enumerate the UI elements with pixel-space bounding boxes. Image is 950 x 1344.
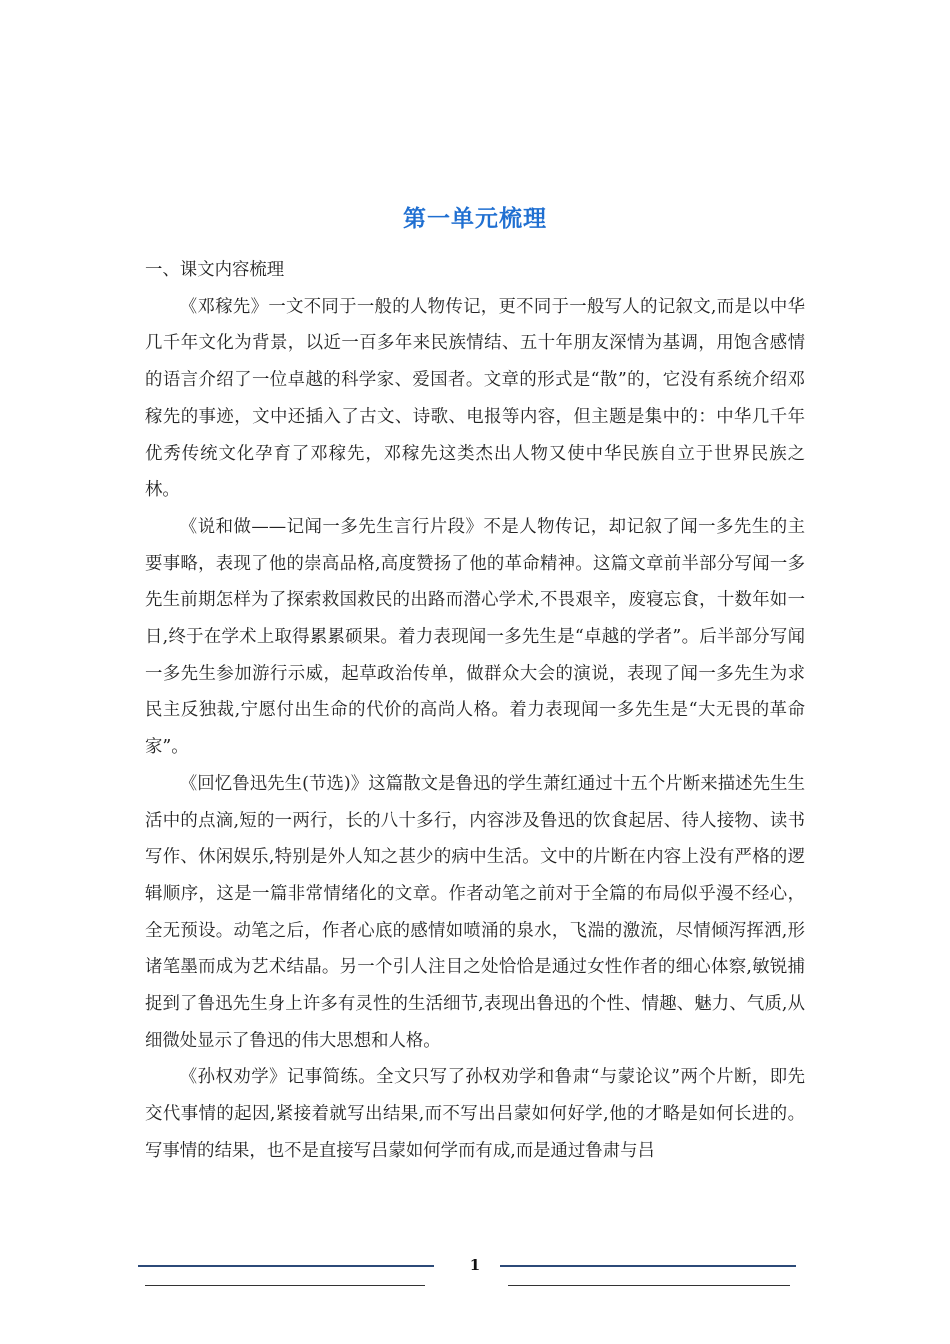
paragraph-sun-quan: 《孙权劝学》记事简练。全文只写了孙权劝学和鲁肃“与蒙论议”两个片断，即先交代事情的起因,紧接着就写出结果,而不写出吕蒙如何好学,他的才略是如何长进的。写事情的结果，也不是直接写吕蒙如何学而有成,而是通过鲁肃与吕 bbox=[145, 1067, 805, 1161]
document-title: 第一单元梳理 bbox=[403, 206, 547, 232]
paragraph-deng-jiaxian: 《邓稼先》一文不同于一般的人物传记，更不同于一般写人的记叙文,而是以中华几千年文化为背景，以近一百多年来民族情结、五十年朋友深情为基调，用饱含感情的语言介绍了一位卓越的科学家、爱国者。文章的形式是“散”的，它没有系统介绍邓稼先的事迹，文中还插入了古文、诗歌、电报等内容，但主题是集中的：中华几千年优秀传统文化孕育了邓稼先，邓稼先这类杰出人物又使中华民族自立于世界民族之林。 bbox=[145, 296, 805, 501]
footer-rule-left-bottom bbox=[145, 1285, 425, 1286]
paragraph-wen-yiduo: 《说和做——记闻一多先生言行片段》不是人物传记，却记叙了闻一多先生的主要事略，表现了他的崇高品格,高度赞扬了他的革命精神。这篇文章前半部分写闻一多先生前期怎样为了探索救国救民的出路而潜心学术,不畏艰辛，废寝忘食，十数年如一日,终于在学术上取得累累硕果。着力表现闻一多先生是“卓越的学者”。后半部分写闻一多先生参加游行示威，起草政治传单，做群众大会的演说，表现了闻一多先生为求民主反独裁,宁愿付出生命的代价的高尚人格。着力表现闻一多先生是“大无畏的革命家”。 bbox=[145, 516, 805, 758]
paragraph-lu-xun: 《回忆鲁迅先生(节选)》这篇散文是鲁迅的学生萧红通过十五个片断来描述先生生活中的点滴,短的一两行，长的八十多行，内容涉及鲁迅的饮食起居、待人接物、读书写作、休闲娱乐,特别是外人知之甚少的病中生活。文中的片断在内容上没有严格的逻辑顺序，这是一篇非常情绪化的文章。作者动笔之前对于全篇的布局似乎漫不经心，全无预设。动笔之后，作者心底的感情如喷涌的泉水，飞湍的激流，尽情倾泻挥洒,形诸笔墨而成为艺术结晶。另一个引人注目之处恰恰是通过女性作者的细心体察,敏锐捕捉到了鲁迅先生身上许多有灵性的生活细节,表现出鲁迅的个性、情趣、魅力、气质,从细微处显示了鲁迅的伟大思想和人格。 bbox=[145, 773, 805, 1051]
section-heading: 一、课文内容梳理 bbox=[145, 260, 285, 280]
footer-rule-right-top bbox=[500, 1265, 796, 1267]
page-number: 1 bbox=[469, 1256, 481, 1274]
page-footer bbox=[0, 1250, 950, 1290]
document-body bbox=[145, 252, 805, 1170]
footer-rule-right-bottom bbox=[508, 1285, 790, 1286]
